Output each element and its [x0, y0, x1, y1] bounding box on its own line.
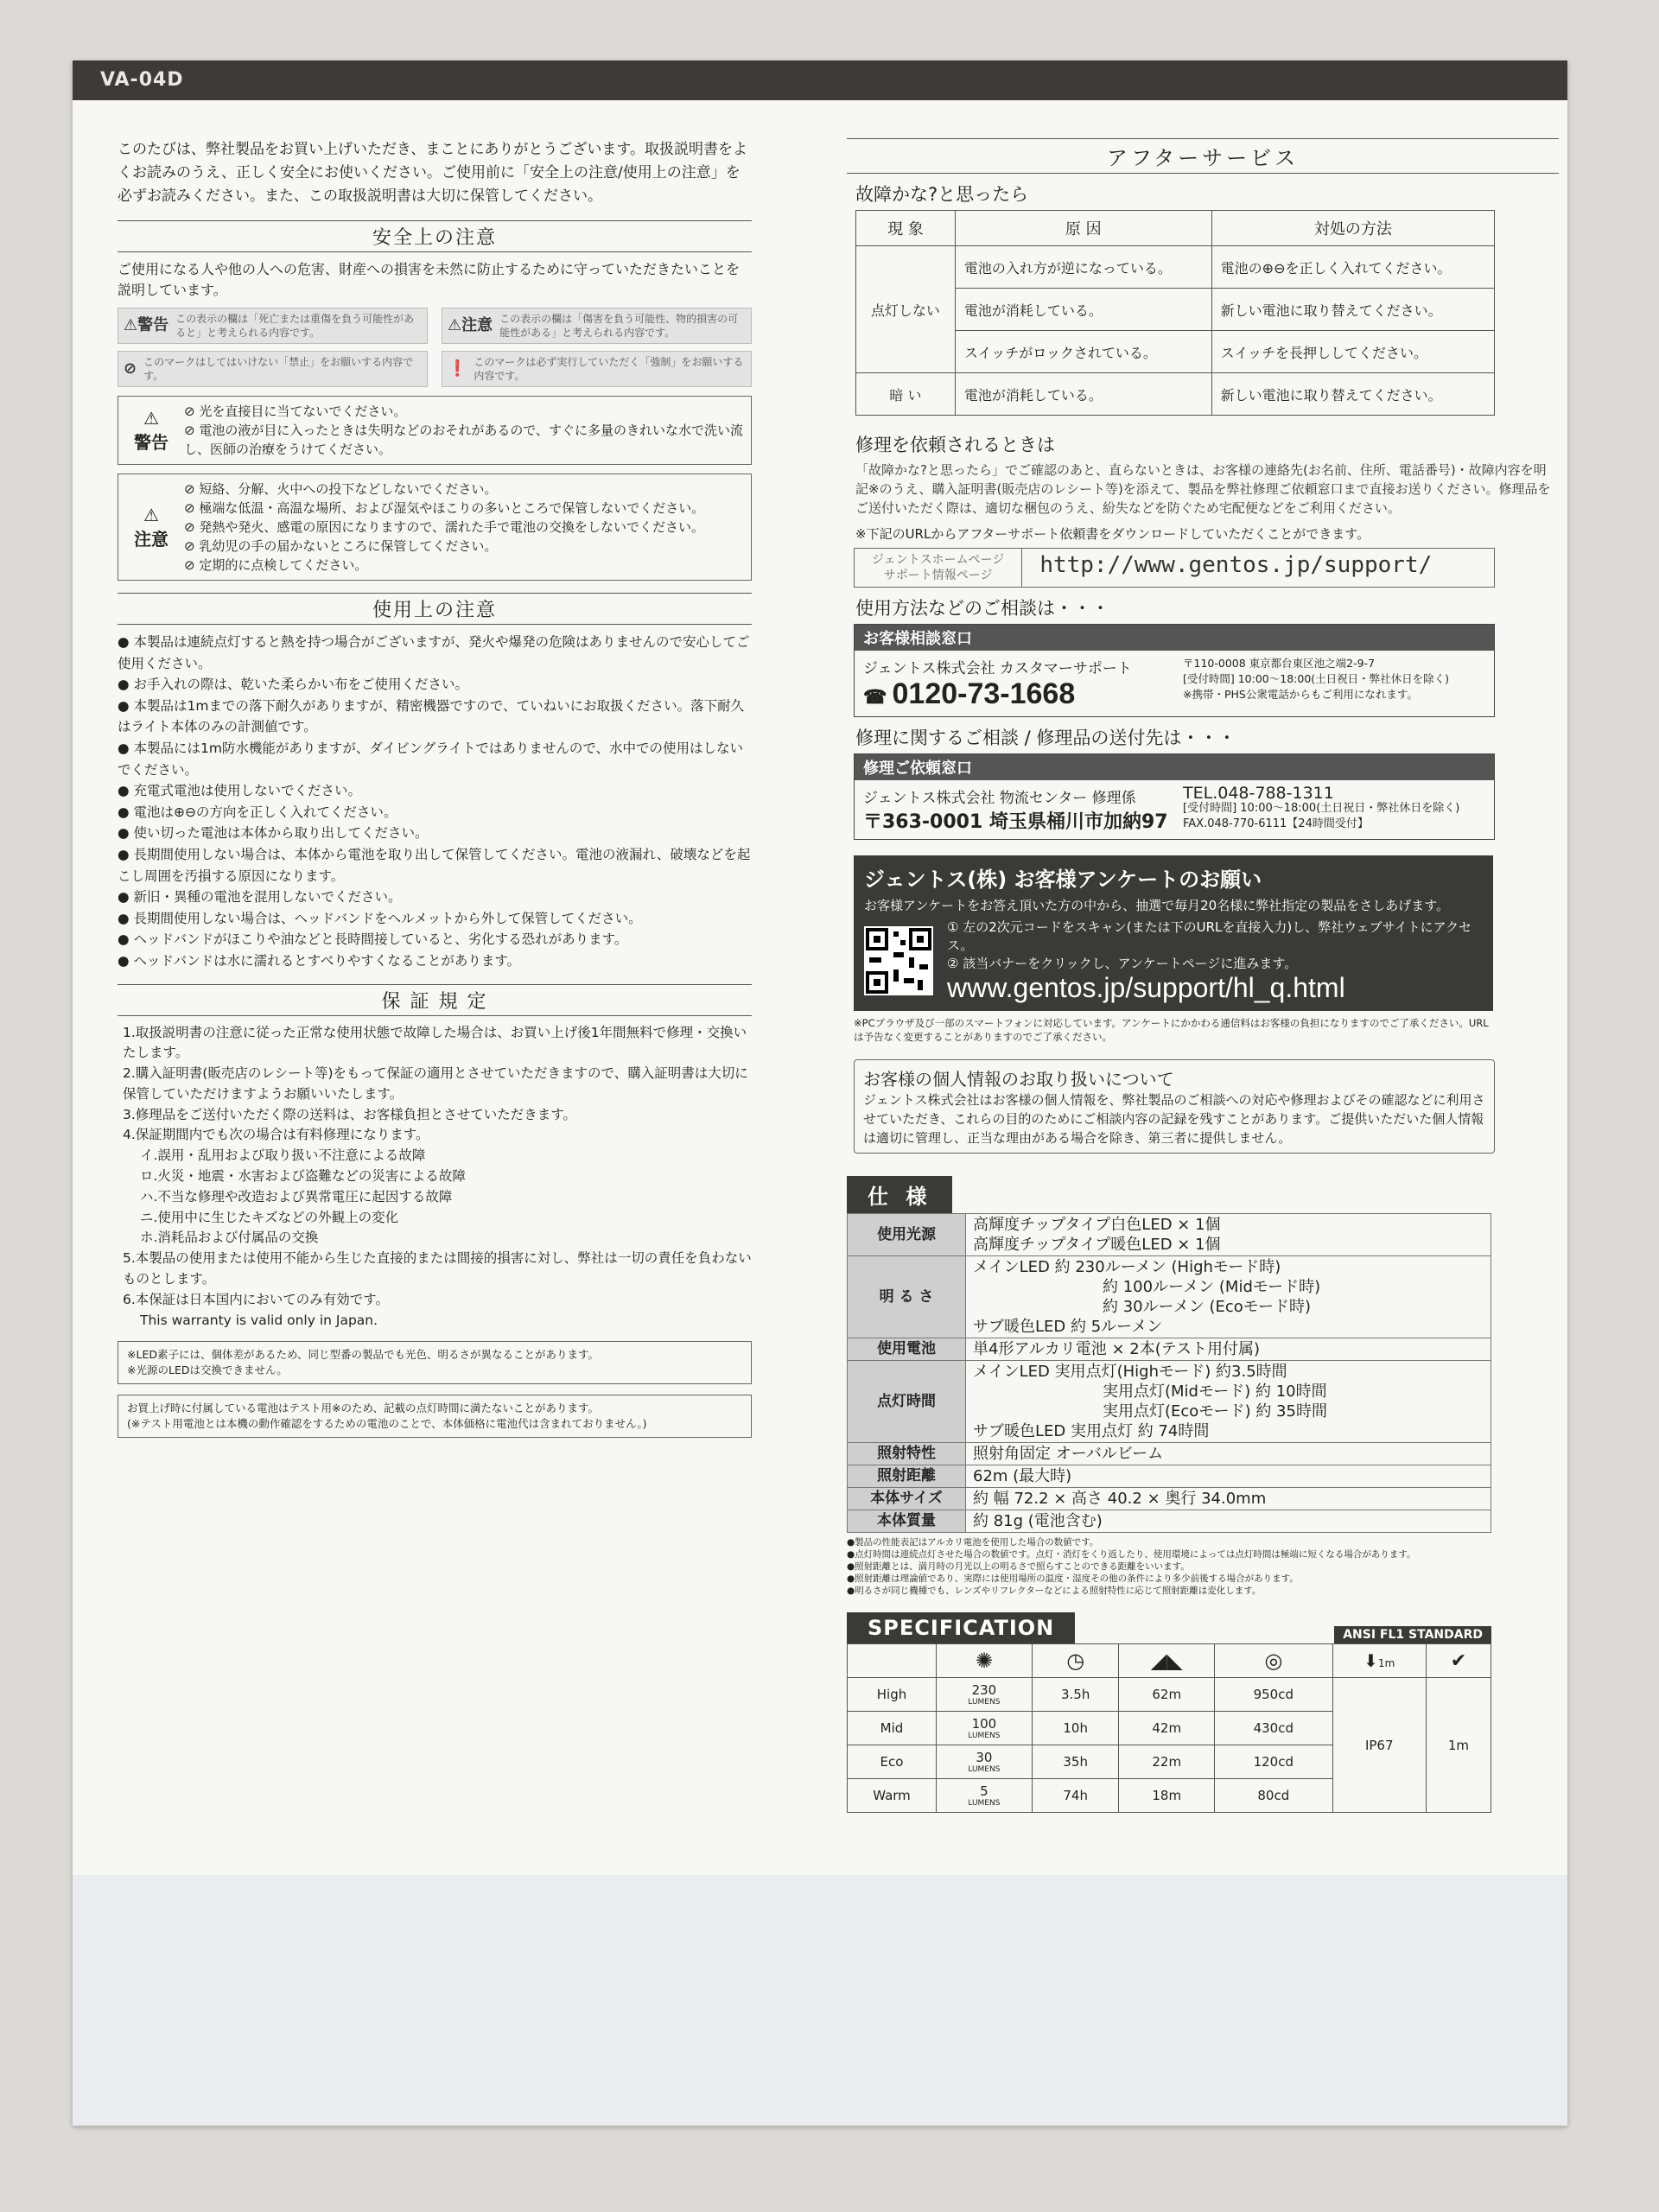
- consult-heading: 使用方法などのご相談は・・・: [855, 598, 1109, 619]
- repair-text: 「故障かな?と思ったら」でご確認のあと、直らないときは、お客様の連絡先(お名前、住所、電話番号)・故障内容を明記※のうえ、購入証明書(販売店のレシート等)を添えて、製品を弊社修理ご依頼窓口まで直接お送りください。修理品をご送付いただく際は、適切な梱包のうえ、紛失などを防ぐため宅配便などをご利用ください。: [855, 462, 1551, 516]
- list-item: ● 充電式電池は使用しないでください。: [118, 780, 752, 802]
- table-row: 照射特性 照射角固定 オーバルビーム: [848, 1443, 1491, 1465]
- rp-name: ジェントス株式会社 物流センター 修理係: [863, 790, 1136, 807]
- list-item: ⊘ 乳幼児の手の届かないところに保管してください。: [184, 537, 704, 556]
- table-row: Warm 5 LUMENS 74h 18m 80cd: [848, 1779, 1491, 1813]
- spec-notes: ●製品の性能表記はアルカリ電池を使用した場合の数値です。 ●点灯時間は連続点灯させた場合の数値です。点灯・消灯をくり返したり、使用環境によっては点灯時間は極端に短くなる場合があります。 ●照射距離とは、満月時の月光以上の明るさで照らすことのできる距離をいいます。 ●照射距離は理論値であり、実際には使用場所の温度・湿度その他の条件により多少前後する場合があります。 ●明るさが同じ機種でも、レンズやリフレクターなどによる照射特性に応じて照射距離は変化します。: [847, 1537, 1416, 1596]
- mark-prohibit: ⊘ このマークはしてはいけない「禁止」をお願いする内容です。: [118, 351, 428, 387]
- list-item: 1.取扱説明書の注意に従った正常な使用状態で故障した場合は、お買い上げ後1年間無料で修理・交換いたします。: [123, 1024, 747, 1061]
- list-item: ⊘ 定期的に点検してください。: [184, 556, 704, 575]
- safety-title: 安全上の注意: [118, 220, 752, 252]
- caution-head: ⚠ 注意: [134, 504, 168, 550]
- model-number: VA-04D: [100, 69, 184, 91]
- caution-list: [177, 480, 704, 575]
- table-row: Eco 30 LUMENS 35h 22m 120cd: [848, 1745, 1491, 1779]
- table-row: 暗 い 電池が消耗している。 新しい電池に取り替えてください。: [856, 373, 1495, 416]
- list-item: ⊘ 発熱や発火、感電の原因になりますので、濡れた手で電池の交換をしないでください。: [184, 518, 704, 537]
- table-row: High 230 LUMENS 3.5h 62m 950cd IP67 1m: [848, 1678, 1491, 1712]
- list-item: ニ.使用中に生じたキズなどの外観上の変化: [140, 1209, 399, 1225]
- table-row: 使用光源 高輝度チップタイプ白色LED × 1個 高輝度チップタイプ暖色LED × 1個: [848, 1214, 1491, 1256]
- list-item: ハ.不当な修理や改造および異常電圧に起因する故障: [140, 1188, 453, 1205]
- free-dial: ☎ 0120-73-1668: [863, 677, 1076, 710]
- survey-box: ジェントス(株) お客様アンケートのお願い お客様アンケートをお答え頂いた方の中から、抽選で毎月20名様に弊社指定の製品をさしあげます。 ① 左の2次元コードをスキャン(または下のURLを直接入力)し、弊社ウェブサイトにアクセス。 ② 該当バナーをクリックし、アンケートページに進みます。 www.gentos.jp/support/hl_q.html: [854, 855, 1493, 1011]
- list-item: 4.保証期間内でも次の場合は有料修理になります。: [123, 1127, 429, 1143]
- ansi-badge: ANSI FL1 STANDARD: [1334, 1626, 1491, 1643]
- warning-list: [177, 402, 744, 459]
- spec-table: [847, 1213, 1491, 1533]
- table-row: 本体サイズ 約 幅 72.2 × 高さ 40.2 × 奥行 34.0mm: [848, 1488, 1491, 1510]
- table-row: 本体質量 約 81g (電池含む): [848, 1510, 1491, 1533]
- support-url[interactable]: http://www.gentos.jp/support/: [1039, 552, 1433, 578]
- prohibit-icon: ⊘: [124, 359, 137, 378]
- list-item: 3.修理品をご送付いただく際の送料は、お客様負担とさせていただきます。: [123, 1106, 577, 1122]
- usage-title: 使用上の注意: [118, 593, 752, 625]
- free-dial-icon: ☎: [863, 686, 893, 708]
- table-row: 使用電池 単4形アルカリ電池 × 2本(テスト用付属): [848, 1338, 1491, 1361]
- rp-addr: 〒363-0001 埼玉県桶川市加納97: [863, 811, 1168, 833]
- warning-box: [118, 396, 752, 465]
- specification-title: SPECIFICATION: [847, 1612, 1075, 1643]
- battery-note: お買上げ時に付属している電池はテスト用※のため、記載の点灯時間に満たないことがあります。 (※テスト用電池とは本機の動作確認をするための電池のことで、本体価格に電池代は含まれておりません。): [118, 1395, 752, 1438]
- privacy-title: お客様の個人情報のお取り扱いについて: [863, 1069, 1174, 1090]
- table-row: 照射距離 62m (最大時): [848, 1465, 1491, 1488]
- light-output-icon: ✺: [937, 1644, 1033, 1678]
- list-item: ● ヘッドバンドがほこりや油などと長時間接していると、劣化する恐れがあります。: [118, 929, 752, 950]
- table-row: 点灯時間 メインLED 実用点灯(Highモード) 約3.5時間 実用点灯(Midモード) 約 10時間 実用点灯(Ecoモード) 約 35時間 サブ暖色LED 実用点灯 約 74時間: [848, 1361, 1491, 1443]
- spec-title: 仕 様: [847, 1176, 952, 1213]
- list-item: ● 本製品には1m防水機能がありますが、ダイビングライトではありませんので、水中での使用はしないでください。: [118, 738, 752, 780]
- repair-heading: 修理を依頼されるときは: [855, 435, 1055, 455]
- customer-support-box: お客様相談窓口 ジェントス株式会社 カスタマーサポート ☎ 0120-73-1668 〒110-0008 東京都台東区池之端2-9-7 [受付時間] 10:00〜18:00(土日祝日・弊社休日を除く) ※携帯・PHS公衆電話からもご利用になれます。: [854, 624, 1495, 717]
- spec-section: [847, 1176, 1559, 1597]
- list-item: ● 長期間使用しない場合は、本体から電池を取り出して保管してください。電池の液漏れ、破壊などを起こし周囲を汚損する原因になります。: [118, 844, 752, 887]
- survey-desc: お客様アンケートをお答え頂いた方の中から、抽選で毎月20名様に弊社指定の製品をさしあげます。: [864, 898, 1449, 913]
- mark-mandatory: ❗ このマークは必ず実行していただく「強制」をお願いする内容です。: [442, 351, 752, 387]
- manual-sheet: [73, 60, 1567, 2126]
- peak-intensity-icon: ◎: [1214, 1644, 1332, 1678]
- repair-box: 修理ご依頼窓口 ジェントス株式会社 物流センター 修理係 〒363-0001 埼玉県桶川市加納97 TEL.048-788-1311 [受付時間] 10:00〜18:00(土日祝日・弊社休日を除く) FAX.048-770-6111【24時間受付】: [854, 753, 1495, 840]
- mark-warning: ⚠警告 この表示の欄は「死亡または重傷を負う可能性があると」と考えられる内容です。: [118, 308, 428, 344]
- specification-section: [847, 1612, 1559, 1813]
- list-item: ● 電池は⊕⊖の方向を正しく入れてください。: [118, 802, 752, 823]
- beam-distance-icon: ◢◣: [1119, 1644, 1214, 1678]
- trouble-table: [855, 210, 1495, 416]
- left-column: [118, 138, 752, 1448]
- caution-triangle-icon: ⚠注意: [448, 316, 493, 334]
- col-cause: 原 因: [955, 211, 1211, 246]
- warranty-title: 保 証 規 定: [118, 984, 752, 1016]
- table-row: 点灯しない 電池の入れ方が逆になっている。 電池の⊕⊖を正しく入れてください。: [856, 246, 1495, 289]
- list-item: 2.購入証明書(販売店のレシート等)をもって保証の適用とさせていただきますので、購入証明書は大切に保管していただけますようお願いいたします。: [123, 1065, 748, 1102]
- after-service-title: アフターサービス: [847, 138, 1559, 174]
- list-item: 5.本製品の使用または使用不能から生じた直接的または間接的損害に対し、弊社は一切の責任を負わないものとします。: [123, 1250, 752, 1287]
- caution-box: [118, 474, 752, 581]
- intro-text: このたびは、弊社製品をお買い上げいただき、まことにありがとうございます。取扱説明書をよくお読みのうえ、正しく安全にお使いください。ご使用前に「安全上の注意/使用上の注意」を必ずお読みください。また、この取扱説明書は大切に保管してください。: [118, 141, 747, 205]
- warranty-list: [118, 1023, 752, 1332]
- privacy-box: [854, 1059, 1495, 1154]
- table-row: スイッチがロックされている。 スイッチを長押ししてください。: [856, 331, 1495, 373]
- privacy-text: ジェントス株式会社はお客様の個人情報を、弊社製品のご相談への対応や修理およびその確認などに利用させていただき、これらの目的のためにご相談内容の記録を残すことがあります。ご提供いただいた個人情報は適切に管理し、正当な理由がある場合を除き、第三者に提供しません。: [863, 1092, 1485, 1146]
- right-column: [847, 138, 1559, 1813]
- list-item: ● 使い切った電池は本体から取り出してください。: [118, 823, 752, 844]
- specification-table: [847, 1643, 1491, 1813]
- list-item: This warranty is valid only in Japan.: [140, 1312, 378, 1328]
- fold-shadow: [73, 1875, 1567, 2126]
- list-item: ● 長期間使用しない場合は、ヘッドバンドをヘルメットから外して保管してください。: [118, 908, 752, 930]
- safety-desc: ご使用になる人や他の人への危害、財産への損害を未然に防止するために守っていただきたいことを説明しています。: [118, 261, 741, 298]
- list-item: ⊘ 短絡、分解、火中への投下などしないでください。: [184, 480, 704, 499]
- list-item: ● 新旧・異種の電池を混用しないでください。: [118, 887, 752, 908]
- trouble-heading: 故障かな?と思ったら: [855, 184, 1029, 205]
- list-item: ⊘ 極端な低温・高温な場所、および湿気やほこりの多いところで保管しないでください。: [184, 499, 704, 518]
- safety-marks: [118, 308, 752, 387]
- impact-resistance-icon: ⬇1m: [1332, 1644, 1426, 1678]
- cs-name: ジェントス株式会社 カスタマーサポート: [863, 660, 1132, 677]
- mark-caution: ⚠注意 この表示の欄は「傷害を負う可能性、物的損害の可能性がある」と考えられる内容です。: [442, 308, 752, 344]
- list-item: ⊘ 電池の液が目に入ったときは失明などのおそれがあるので、すぐに多量のきれいな水で洗い流し、医師の治療をうけてください。: [184, 421, 744, 459]
- usage-list: [118, 632, 752, 972]
- table-row: Mid 100 LUMENS 10h 42m 430cd: [848, 1712, 1491, 1745]
- list-item: イ.誤用・乱用および取り扱い不注意による故障: [140, 1147, 426, 1164]
- list-item: ● ヘッドバンドは水に濡れるとすべりやすくなることがあります。: [118, 950, 752, 972]
- support-url-box: [854, 548, 1495, 588]
- rp-head: 修理ご依頼窓口: [855, 754, 1494, 780]
- list-item: 6.本保証は日本国内においてのみ有効です。: [123, 1291, 390, 1307]
- warning-head: ⚠ 警告: [134, 407, 168, 453]
- list-item: ロ.火災・地震・水害および盗難などの災害による故障: [140, 1168, 466, 1185]
- cs-head: お客様相談窓口: [855, 625, 1494, 651]
- col-symptom: 現 象: [856, 211, 956, 246]
- url-note: ※下記のURLからアフターサポート依頼書をダウンロードしていただくことができます。: [855, 526, 1370, 542]
- warning-triangle-icon: ⚠警告: [124, 316, 169, 334]
- run-time-icon: ◷: [1032, 1644, 1119, 1678]
- qr-code-icon[interactable]: [864, 926, 933, 995]
- led-note: ※LED素子には、個体差があるため、同じ型番の製品でも光色、明るさが異なることがあります。 ※光源のLEDは交換できません。: [118, 1341, 752, 1384]
- url-label: ジェントスホームページ サポート情報ページ: [855, 549, 1022, 587]
- list-item: ⊘ 光を直接目に当てないでください。: [184, 402, 744, 421]
- header-bar: [73, 60, 1567, 100]
- col-fix: 対処の方法: [1211, 211, 1494, 246]
- list-item: ● お手入れの際は、乾いた柔らかい布をご使用ください。: [118, 674, 752, 696]
- list-item: ホ.消耗品および付属品の交換: [140, 1230, 319, 1246]
- list-item: ● 本製品は1mまでの落下耐久がありますが、精密機器ですので、ていねいにお取扱ください。落下耐久はライト本体のみの計測値です。: [118, 696, 752, 738]
- table-row: 明 る さ メインLED 約 230ルーメン (Highモード時) 約 100ルーメン (Midモード時) 約 30ルーメン (Ecoモード時) サブ暖色LED 約 5ルーメン: [848, 1256, 1491, 1338]
- table-row: 電池が消耗している。 新しい電池に取り替えてください。: [856, 289, 1495, 331]
- survey-url[interactable]: www.gentos.jp/support/hl_q.html: [947, 972, 1345, 1003]
- survey-note: ※PCブラウザ及び一部のスマートフォンに対応しています。アンケートにかかわる通信料はお客様の負担になりますのでご了承ください。URLは予告なく変更することがありますのでご了承ください。: [854, 1017, 1489, 1043]
- survey-title: ジェントス(株) お客様アンケートのお願い: [864, 868, 1262, 892]
- water-resistance-icon: ✔: [1426, 1644, 1491, 1678]
- repair-send-heading: 修理に関するご相談 / 修理品の送付先は・・・: [855, 728, 1236, 748]
- list-item: ● 本製品は連続点灯すると熱を持つ場合がございますが、発火や爆発の危険はありませんので安心してご使用ください。: [118, 632, 752, 674]
- exclamation-icon: ❗: [448, 359, 467, 378]
